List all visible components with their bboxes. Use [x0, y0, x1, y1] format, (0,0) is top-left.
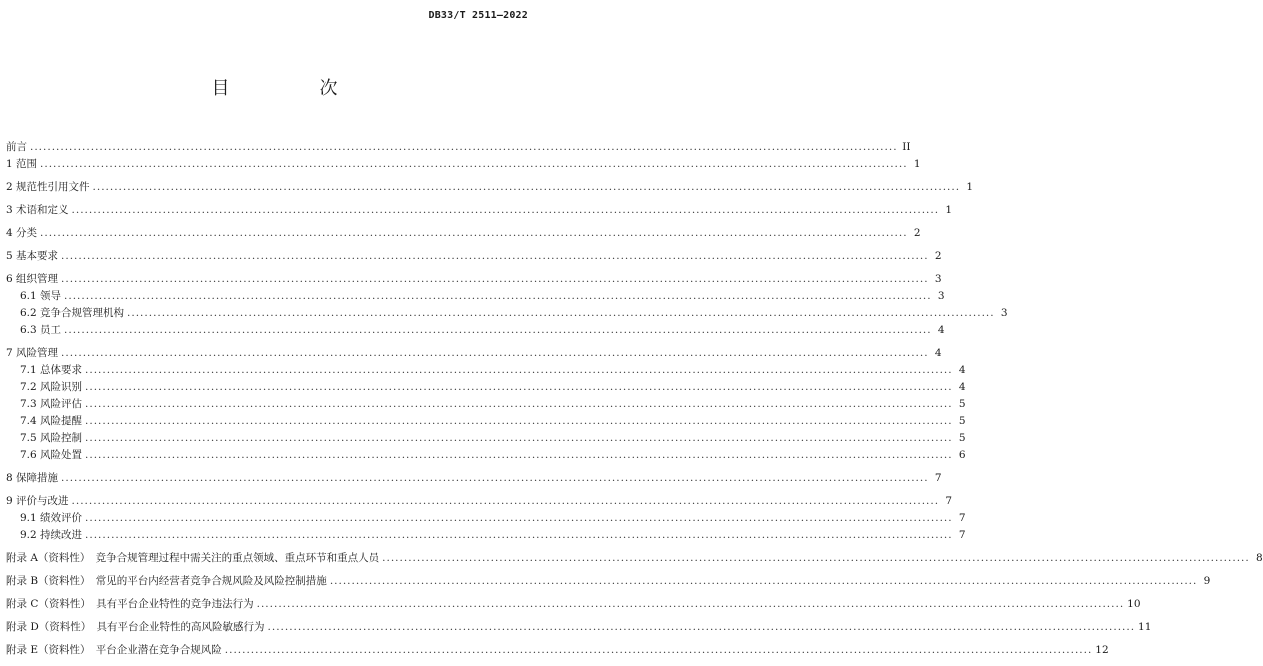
toc-page-number: 12 [1095, 644, 1109, 656]
toc-page-number: 1 [945, 204, 953, 216]
toc-entry-label: 5 基本要求 [6, 250, 59, 262]
toc-leader-dots: ........................................................................................................................................................................................................ [85, 529, 953, 541]
toc-leader-dots: ........................................................................................................................................................................................................ [61, 472, 929, 484]
toc-entry[interactable] [0, 306, 1008, 320]
toc-page-number: 1 [966, 181, 974, 193]
toc-entry[interactable] [0, 140, 911, 154]
toc-entry-label: 7.3 风险评估 [20, 398, 83, 410]
toc-entry[interactable] [0, 414, 966, 428]
toc-entry[interactable] [0, 272, 942, 286]
toc-leader-dots: ........................................................................................................................................................................................................ [64, 290, 932, 302]
toc-page-number: 4 [937, 324, 945, 336]
toc-entry-label: 附录 C（资料性） 具有平台企业特性的竞争违法行为 [6, 598, 254, 610]
toc-entry[interactable] [0, 494, 953, 508]
toc-page-number: 9 [1203, 575, 1211, 587]
toc-page-number: 3 [937, 290, 945, 302]
toc-leader-dots: ........................................................................................................................................................................................................ [30, 141, 898, 153]
toc-leader-dots: ........................................................................................................................................................................................................ [64, 324, 932, 336]
toc-entry-label: 前言 [6, 141, 27, 153]
toc-page-number: 3 [934, 273, 942, 285]
toc-leader-dots: ........................................................................................................................................................................................................ [40, 158, 908, 170]
toc-entry[interactable] [0, 448, 966, 462]
toc-leader-dots: ........................................................................................................................................................................................................ [85, 398, 953, 410]
toc-leader-dots: ........................................................................................................................................................................................................ [71, 495, 940, 507]
toc-entry-label: 7.6 风险处置 [20, 449, 83, 461]
toc-entry-label: 7.4 风险提醒 [20, 415, 83, 427]
toc-entry[interactable] [0, 180, 974, 194]
toc-leader-dots: ........................................................................................................................................................................................................ [127, 307, 995, 319]
toc-leader-dots: ........................................................................................................................................................................................................ [61, 250, 929, 262]
toc-leader-dots: ........................................................................................................................................................................................................ [382, 552, 1250, 564]
toc-entry-label: 7.2 风险识别 [20, 381, 83, 393]
toc-leader-dots: ........................................................................................................................................................................................................ [267, 621, 1136, 633]
toc-page-number: 6 [958, 449, 966, 461]
toc-entry[interactable] [0, 528, 966, 542]
toc-leader-dots: ........................................................................................................................................................................................................ [61, 347, 929, 359]
toc-entry-label: 附录 B（资料性） 常见的平台内经营者竞争合规风险及风险控制措施 [6, 575, 327, 587]
toc-page-number: 2 [934, 250, 942, 262]
toc-page-number: 5 [958, 398, 966, 410]
toc-entry-label: 1 范围 [6, 158, 38, 170]
toc-entry[interactable] [0, 551, 1263, 565]
toc-entry-label: 4 分类 [6, 227, 38, 239]
toc-entry-label: 7 风险管理 [6, 347, 59, 359]
toc-page-number: 4 [958, 381, 966, 393]
toc-entry[interactable] [0, 574, 1211, 588]
toc-entry-label: 附录 A（资料性） 竞争合规管理过程中需关注的重点领域、重点环节和重点人员 [6, 552, 380, 564]
toc-page-number: 2 [913, 227, 921, 239]
toc-entry[interactable] [0, 249, 942, 263]
toc-entry-label: 6.2 竞争合规管理机构 [20, 307, 125, 319]
toc-page-number: 3 [1000, 307, 1008, 319]
toc-entry[interactable] [0, 397, 966, 411]
toc-page-number: 11 [1138, 621, 1152, 633]
toc-leader-dots: ........................................................................................................................................................................................................ [256, 598, 1125, 610]
toc-page-number: 7 [958, 512, 966, 524]
toc-leader-dots: ........................................................................................................................................................................................................ [71, 204, 940, 216]
toc-page-number: 1 [913, 158, 921, 170]
toc-entry[interactable] [0, 471, 942, 485]
toc-entry-label: 9.1 绩效评价 [20, 512, 83, 524]
toc-entry[interactable] [0, 620, 1152, 634]
toc-page-number: 7 [958, 529, 966, 541]
toc-entry[interactable] [0, 346, 942, 360]
toc-entry[interactable] [0, 323, 945, 337]
toc-entry[interactable] [0, 203, 953, 217]
toc-leader-dots: ........................................................................................................................................................................................................ [85, 432, 953, 444]
toc-entry-label: 附录 D（资料性） 具有平台企业特性的高风险敏感行为 [6, 621, 265, 633]
toc-page-number: 7 [934, 472, 942, 484]
toc-leader-dots: ........................................................................................................................................................................................................ [61, 273, 929, 285]
toc-entry-label: 6 组织管理 [6, 273, 59, 285]
toc-leader-dots: ........................................................................................................................................................................................................ [224, 644, 1093, 656]
toc-leader-dots: ........................................................................................................................................................................................................ [85, 449, 953, 461]
toc-leader-dots: ........................................................................................................................................................................................................ [85, 512, 953, 524]
toc-page-number: 4 [958, 364, 966, 376]
page-title: 目 次 [211, 78, 374, 99]
toc-page-number: 8 [1256, 552, 1263, 564]
toc-entry-label: 9.2 持续改进 [20, 529, 83, 541]
toc-entry-label: 8 保障措施 [6, 472, 59, 484]
toc-entry[interactable] [0, 511, 966, 525]
toc-leader-dots: ........................................................................................................................................................................................................ [92, 181, 961, 193]
document-code: DB33/T 2511—2022 [428, 10, 528, 21]
toc-entry[interactable] [0, 643, 1109, 657]
toc-page-number: 10 [1127, 598, 1141, 610]
toc-entry-label: 9 评价与改进 [6, 495, 69, 507]
toc-page-number: 5 [958, 432, 966, 444]
toc-entry[interactable] [0, 289, 945, 303]
toc-entry[interactable] [0, 431, 966, 445]
toc-page-number: II [902, 141, 911, 153]
toc-entry-label: 6.3 员工 [20, 324, 62, 336]
toc-entry-label: 附录 E（资料性） 平台企业潜在竞争合规风险 [6, 644, 222, 656]
toc-leader-dots: ........................................................................................................................................................................................................ [85, 415, 953, 427]
toc-page-number: 4 [934, 347, 942, 359]
toc-entry-label: 6.1 领导 [20, 290, 62, 302]
toc-entry-label: 3 术语和定义 [6, 204, 69, 216]
toc-leader-dots: ........................................................................................................................................................................................................ [85, 381, 953, 393]
toc-entry[interactable] [0, 226, 921, 240]
toc-page-number: 7 [945, 495, 953, 507]
toc-entry[interactable] [0, 363, 966, 377]
toc-entry-label: 7.5 风险控制 [20, 432, 83, 444]
toc-leader-dots: ........................................................................................................................................................................................................ [85, 364, 953, 376]
toc-leader-dots: ........................................................................................................................................................................................................ [329, 575, 1198, 587]
toc-entry-label: 2 规范性引用文件 [6, 181, 90, 193]
toc-leader-dots: ........................................................................................................................................................................................................ [40, 227, 908, 239]
toc-entry-label: 7.1 总体要求 [20, 364, 83, 376]
toc-entry[interactable] [0, 597, 1141, 611]
toc-entry[interactable] [0, 380, 966, 394]
toc-entry[interactable] [0, 157, 921, 171]
toc-page-number: 5 [958, 415, 966, 427]
